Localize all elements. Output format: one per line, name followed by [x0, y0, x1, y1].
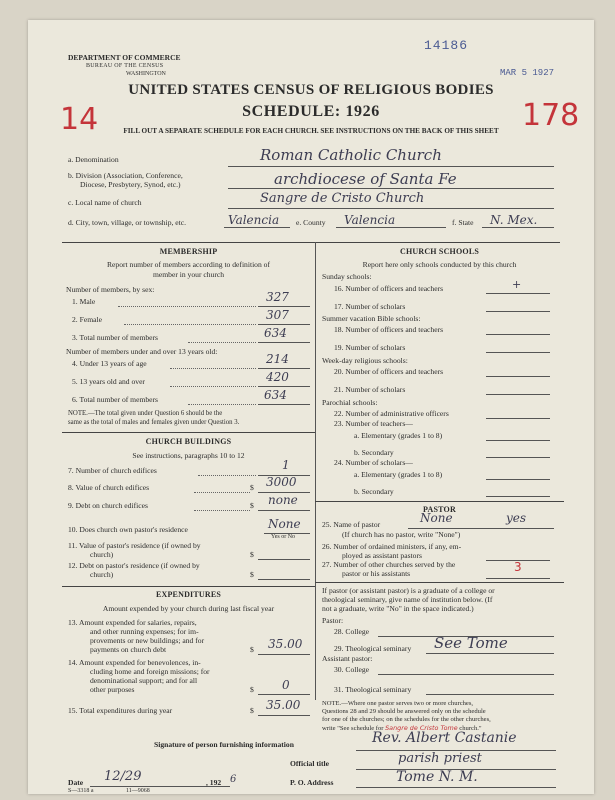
- membership-title: MEMBERSHIP: [159, 247, 218, 256]
- division-value: archdiocese of Santa Fe: [274, 170, 457, 188]
- q9-value: none: [268, 493, 298, 507]
- membership-note-1: NOTE.—The total given under Question 6 should be the: [68, 410, 223, 417]
- q26-label-1: 26. Number of ordained ministers, if any, em-: [322, 542, 462, 551]
- denomination-value: Roman Catholic Church: [260, 146, 442, 164]
- q3-value: 634: [264, 326, 287, 340]
- q14-label-1: 14. Amount expended for benevolences, in-: [68, 658, 201, 667]
- signature-label: Signature of person furnishing information: [154, 740, 294, 749]
- po-address-label: P. O. Address: [290, 778, 334, 787]
- q13-label-3: provements or new buildings; and for: [90, 636, 205, 645]
- age-label: Number of members under and over 13 years old:: [66, 347, 218, 356]
- buildings-sub: See instructions, paragraphs 10 to 12: [132, 451, 245, 460]
- po-address-value: Tome N. M.: [396, 769, 478, 785]
- pastor-note-4-end: church.": [459, 725, 482, 732]
- stamp-date: MAR 5 1927: [500, 68, 555, 78]
- q10-label: 10. Does church own pastor's residence: [68, 525, 188, 534]
- pastor-note-1: NOTE.—Where one pastor serves two or more churches,: [322, 700, 474, 707]
- q16-value: +: [512, 278, 522, 291]
- q24-label: 24. Number of scholars—: [334, 458, 413, 467]
- q9-dollar: $: [250, 501, 254, 510]
- county-label: e. County: [296, 218, 326, 227]
- form-title: UNITED STATES CENSUS OF RELIGIOUS BODIES: [128, 82, 494, 98]
- q15-dollar: $: [250, 706, 254, 715]
- q14-label-3: denominational support; and for all: [90, 676, 198, 685]
- q29-label: 29. Theological seminary: [334, 644, 412, 653]
- q10-value: None: [268, 517, 301, 531]
- q15-value: 35.00: [266, 698, 301, 712]
- q5-value: 420: [266, 370, 289, 384]
- q3-label: 3. Total number of members: [72, 333, 159, 342]
- buildings-title: CHURCH BUILDINGS: [145, 437, 232, 446]
- q12-dollar: $: [250, 570, 254, 579]
- state-line: [482, 227, 554, 228]
- q2-label: 2. Female: [72, 315, 102, 324]
- denomination-label: a. Denomination: [68, 155, 119, 164]
- graduate-text-1: If pastor (or assistant pastor) is a graduate of a college or: [322, 586, 495, 595]
- q31-label: 31. Theological seminary: [334, 685, 412, 694]
- q21-label: 21. Number of scholars: [334, 385, 406, 394]
- by-sex-label: Number of members, by sex:: [66, 285, 155, 294]
- division-line: [228, 188, 554, 189]
- yes-no-hint: Yes or No: [271, 534, 296, 540]
- top-rule: [62, 242, 560, 243]
- q11-label-2: church): [90, 550, 114, 559]
- q13-label-4: payments on church debt: [90, 645, 167, 654]
- q25-label: 25. Name of pastor: [322, 520, 381, 529]
- q11-label-1: 11. Value of pastor's residence (if owned by: [68, 541, 201, 550]
- assistant-sub-label: Assistant pastor:: [322, 654, 373, 663]
- schools-sub: Report here only schools conducted by this church: [362, 260, 517, 269]
- q23b-label: b. Secondary: [354, 448, 394, 457]
- q15-label: 15. Total expenditures during year: [68, 706, 173, 715]
- expenditures-sub: Amount expended by your church during last fiscal year: [102, 604, 275, 613]
- center-divider: [315, 242, 316, 700]
- q23-label: 23. Number of teachers—: [334, 419, 413, 428]
- local-name-value: Sangre de Cristo Church: [260, 191, 425, 206]
- state-value: N. Mex.: [490, 213, 538, 227]
- city-label: d. City, town, village, or township, etc.: [68, 218, 187, 227]
- q16-label: 16. Number of officers and teachers: [334, 284, 444, 293]
- q24b-label: b. Secondary: [354, 487, 394, 496]
- q27-label-2: pastor or his assistants: [342, 569, 411, 578]
- summer-label: Summer vacation Bible schools:: [322, 314, 421, 323]
- membership-note-2: same as the total of males and females given under Question 3.: [68, 419, 240, 426]
- expenditures-title: EXPENDITURES: [155, 590, 222, 599]
- year-digit: 6: [230, 774, 237, 785]
- q4-label: 4. Under 13 years of age: [72, 359, 147, 368]
- form-instruction: FILL OUT A SEPARATE SCHEDULE FOR EACH CHURCH. SEE INSTRUCTIONS ON THE BACK OF THIS SHEET: [123, 127, 499, 135]
- city-line: [224, 227, 290, 228]
- date-label: Date: [68, 778, 84, 787]
- q18-label: 18. Number of officers and teachers: [334, 325, 444, 334]
- q25-extra: yes: [506, 511, 527, 525]
- city-value: Valencia: [228, 213, 280, 227]
- q6-label: 6. Total number of members: [72, 395, 159, 404]
- city-name: WASHINGTON: [126, 71, 166, 77]
- county-line: [336, 227, 446, 228]
- division-label-1: b. Division (Association, Conference,: [68, 171, 183, 180]
- form-code: S—3318 a: [68, 788, 94, 794]
- pastor-sub-label: Pastor:: [322, 616, 344, 625]
- census-schedule-sheet: [28, 20, 594, 794]
- graduate-text-3: not a graduate, write "No" in the space indicated.): [322, 604, 474, 613]
- official-title-value: parish priest: [398, 751, 482, 766]
- q14-dollar: $: [250, 685, 254, 694]
- sunday-label: Sunday schools:: [322, 272, 372, 281]
- q30-label: 30. College: [334, 665, 370, 674]
- signature-value: Rev. Albert Castanie: [372, 730, 517, 746]
- date-value: 12/29: [104, 769, 142, 784]
- weekday-label: Week-day religious schools:: [322, 356, 408, 365]
- stamp-number: 14186: [424, 38, 469, 53]
- q14-label-4: other purposes: [90, 685, 135, 694]
- form-code-2: 11—9068: [126, 788, 150, 794]
- pastor-title: PASTOR: [423, 505, 456, 514]
- q24a-label: a. Elementary (grades 1 to 8): [354, 470, 443, 479]
- q22-label: 22. Number of administrative officers: [334, 409, 449, 418]
- q11-dollar: $: [250, 550, 254, 559]
- parochial-label: Parochial schools:: [322, 398, 378, 407]
- q14-value: 0: [282, 678, 290, 692]
- year-suffix: , 192: [206, 778, 222, 787]
- pastor-note-4-fill: Sangre de Cristo Tome: [385, 724, 458, 732]
- q13-label-1: 13. Amount expended for salaries, repairs,: [68, 618, 197, 627]
- q27-label-1: 27. Number of other churches served by the: [322, 560, 456, 569]
- graduate-text-2: theological seminary, give name of institution below. (If: [322, 595, 493, 604]
- q25-note: (If church has no pastor, write "None"): [342, 530, 461, 539]
- q26-label-2: ployed as assistant pastors: [342, 551, 422, 560]
- q8-label: 8. Value of church edifices: [68, 483, 150, 492]
- q28-label: 28. College: [334, 627, 370, 636]
- q23a-label: a. Elementary (grades 1 to 8): [354, 431, 443, 440]
- membership-sub-2: member in your church: [152, 270, 225, 279]
- pastor-note-3: for one of the churches; on the schedules for the other churches,: [322, 716, 491, 723]
- q2-value: 307: [266, 308, 289, 322]
- q4-value: 214: [266, 352, 289, 366]
- q29-value: See Tome: [434, 634, 508, 652]
- local-name-label: c. Local name of church: [68, 198, 142, 207]
- schedule-title: SCHEDULE: 1926: [242, 103, 380, 120]
- county-value: Valencia: [344, 213, 396, 227]
- q13-label-2: and other running expenses; for im-: [90, 627, 199, 636]
- q19-label: 19. Number of scholars: [334, 343, 406, 352]
- q8-dollar: $: [250, 483, 254, 492]
- margin-mark-right: 178: [522, 98, 580, 133]
- department-name: DEPARTMENT OF COMMERCE: [68, 53, 181, 62]
- division-label-2: Diocese, Presbytery, Synod, etc.): [80, 180, 181, 189]
- q1-label: 1. Male: [72, 297, 96, 306]
- bureau-name: BUREAU OF THE CENSUS: [86, 63, 164, 69]
- q13-dollar: $: [250, 645, 254, 654]
- q12-label-1: 12. Debt on pastor's residence (if owned by: [68, 561, 200, 570]
- local-name-line: [228, 208, 554, 209]
- q20-label: 20. Number of officers and teachers: [334, 367, 444, 376]
- q6-value: 634: [264, 388, 287, 402]
- state-label: f. State: [452, 218, 474, 227]
- q5-label: 5. 13 years old and over: [72, 377, 145, 386]
- margin-mark-left: 14: [60, 102, 99, 137]
- q14-label-2: cluding home and foreign missions; for: [90, 667, 210, 676]
- q1-value: 327: [266, 290, 289, 304]
- q17-label: 17. Number of scholars: [334, 302, 406, 311]
- q9-label: 9. Debt on church edifices: [68, 501, 148, 510]
- pastor-note-2: Questions 28 and 29 should be answered only on the schedule: [322, 708, 486, 715]
- denomination-line: [228, 166, 554, 167]
- schools-title: CHURCH SCHOOLS: [399, 247, 480, 256]
- q25-value: None: [420, 511, 453, 525]
- membership-sub-1: Report number of members according to definition of: [106, 260, 270, 269]
- official-title-label: Official title: [290, 759, 330, 768]
- q7-label: 7. Number of church edifices: [68, 466, 157, 475]
- q13-value: 35.00: [268, 637, 303, 651]
- q12-label-2: church): [90, 570, 114, 579]
- q7-value: 1: [282, 458, 290, 472]
- pastor-note-4-start: write "See schedule for: [322, 725, 384, 732]
- q8-value: 3000: [266, 475, 297, 489]
- q27-value: 3: [514, 560, 522, 574]
